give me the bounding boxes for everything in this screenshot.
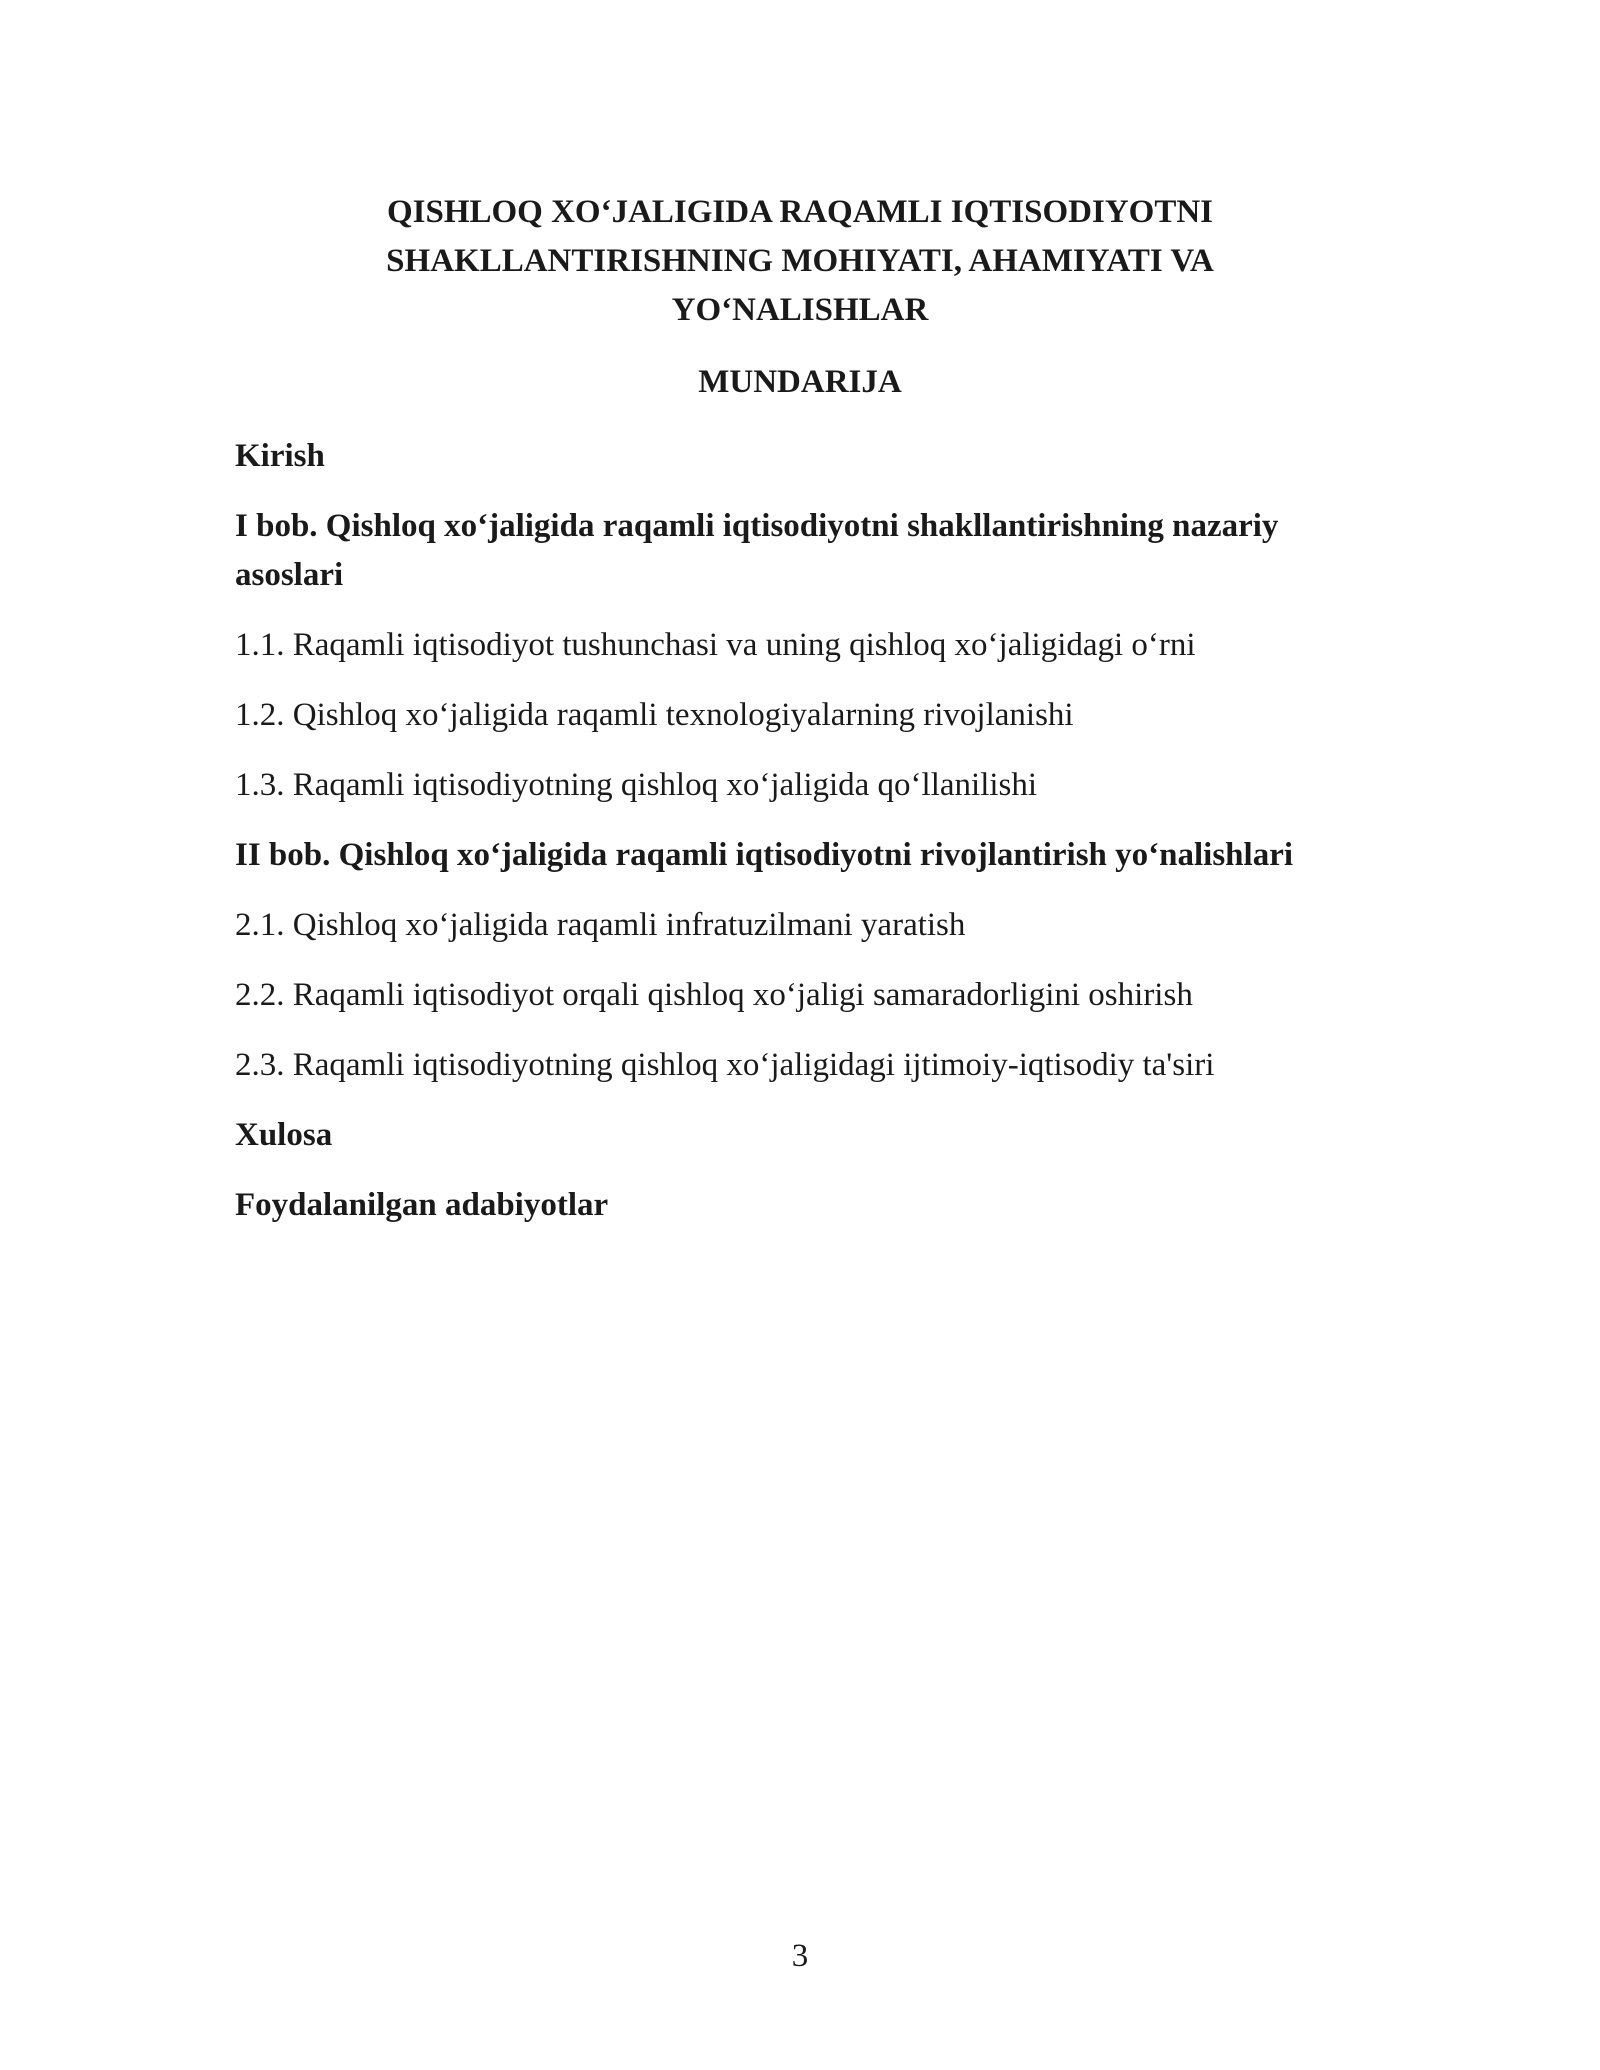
toc-chapter-entry: II bob. Qishloq xo‘jaligida raqamli iqtisodiyotni rivojlantirish yo‘nalishlari	[235, 837, 1294, 873]
toc-section-entry: 2.2. Raqamli iqtisodiyot orqali qishloq xo‘jaligi samaradorligini oshirish	[235, 977, 1193, 1013]
toc-section-entry: 1.3. Raqamli iqtisodiyotning qishloq xo‘jaligida qo‘llanilishi	[235, 767, 1038, 803]
toc-section-entry: 1.1. Raqamli iqtisodiyot tushunchasi va uning qishloq xo‘jaligidagi o‘rni	[235, 627, 1196, 663]
toc-section-entry: 2.3. Raqamli iqtisodiyotning qishloq xo‘jaligidagi ijtimoiy-iqtisodiy ta'siri	[235, 1047, 1215, 1083]
title-line: YO‘NALISHLAR	[671, 292, 929, 328]
title-line: SHAKLLANTIRISHNING MOHIYATI, AHAMIYATI VA	[386, 243, 1214, 279]
toc-heading: MUNDARIJA	[698, 364, 902, 400]
toc-chapter-entry: Xulosa	[235, 1117, 333, 1153]
page-number: 3	[791, 1938, 809, 1974]
toc-section-entry: 1.2. Qishloq xo‘jaligida raqamli texnologiyalarning rivojlanishi	[235, 697, 1074, 733]
toc-chapter-entry: I bob. Qishloq xo‘jaligida raqamli iqtisodiyotni shakllantirishning nazariy asoslari	[235, 508, 1279, 593]
toc-chapter-entry: Kirish	[235, 438, 325, 474]
toc-chapter-entry: Foydalanilgan adabiyotlar	[235, 1187, 609, 1223]
title-line: QISHLOQ XO‘JALIGIDA RAQAMLI IQTISODIYOTNI	[386, 194, 1214, 230]
document-title	[235, 188, 1365, 335]
toc-section-entry: 2.1. Qishloq xo‘jaligida raqamli infratuzilmani yaratish	[235, 907, 966, 943]
table-of-contents	[235, 432, 1365, 1251]
